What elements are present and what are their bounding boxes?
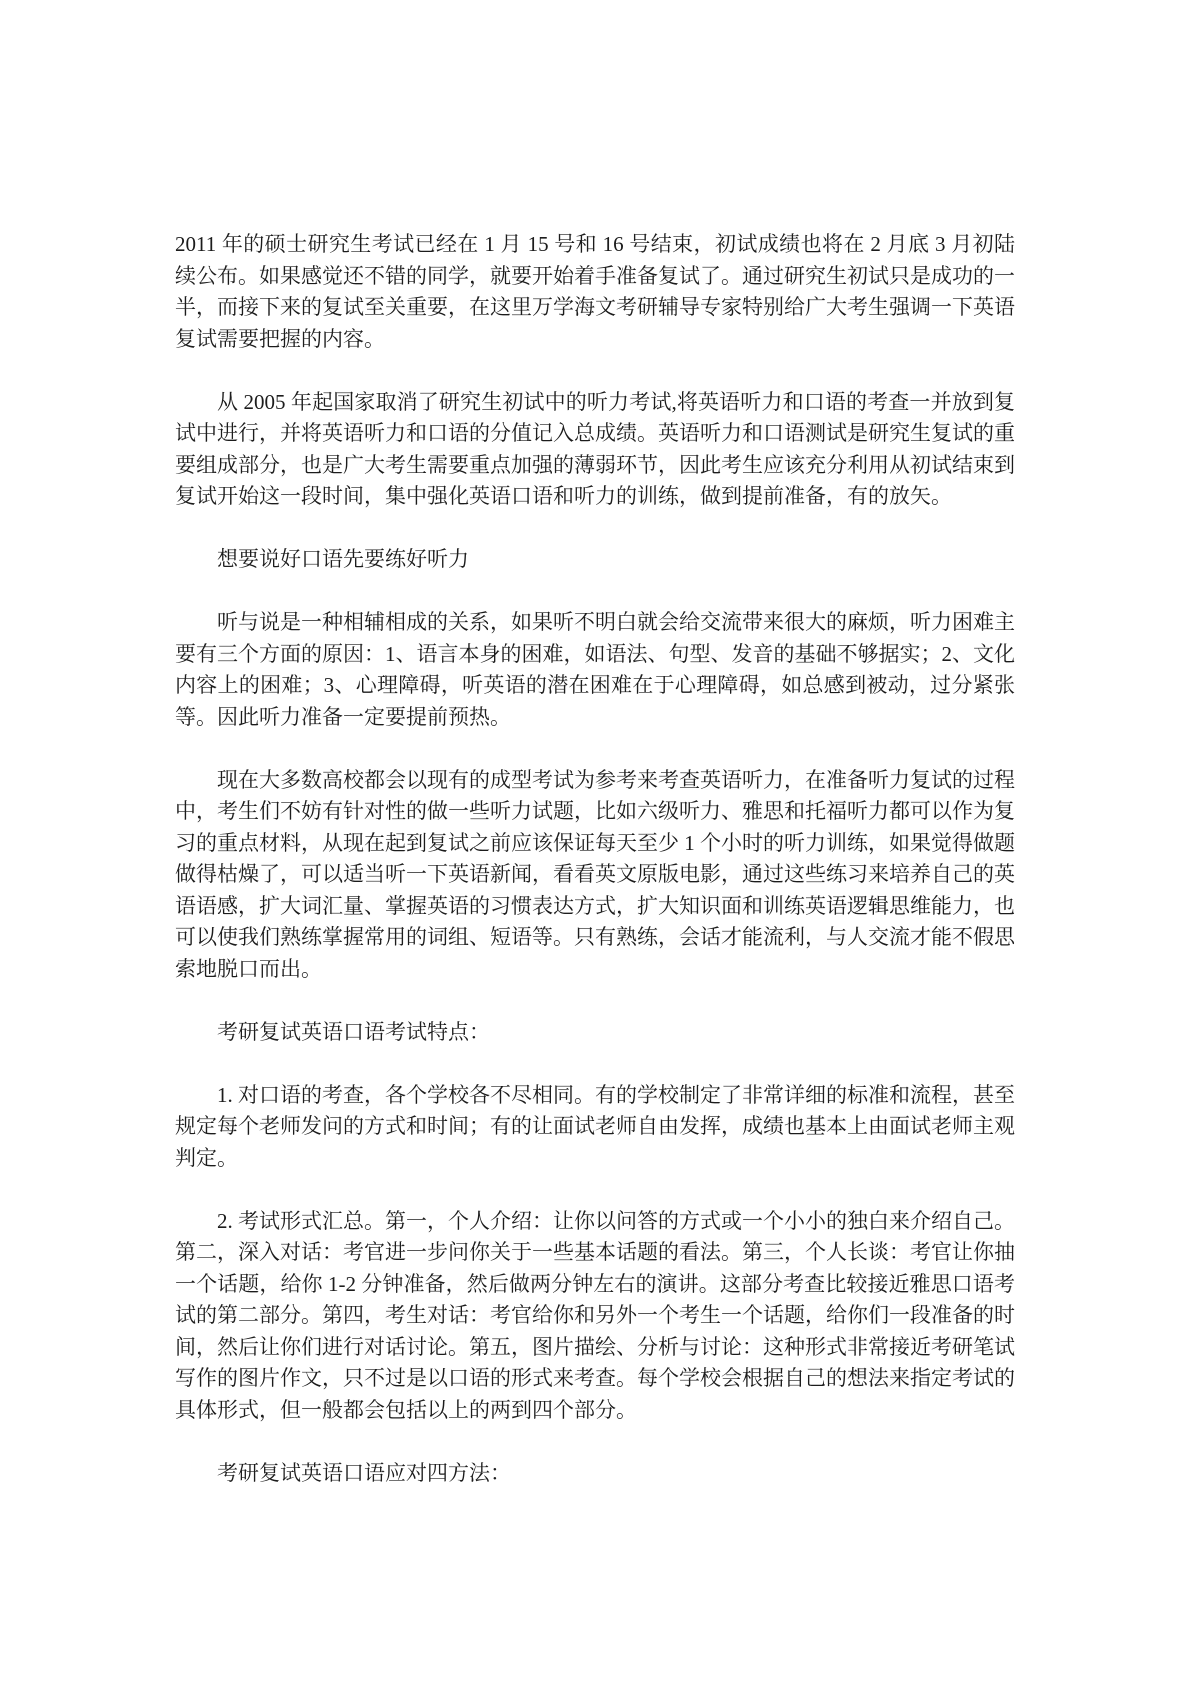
paragraph-listening-practice: 现在大多数高校都会以现有的成型考试为参考来考查英语听力，在准备听力复试的过程中，考生们不妨有针对性的做一些听力试题，比如六级听力、雅思和托福听力都可以作为复习的重点材料，从现在起到复试之前应该保证每天至少 1 个小时的听力训练，如果觉得做题做得枯燥了，可以适当听一下英语新闻，看看英文原版电影，通过这些练习来培养自己的英语语感，扩大词汇量、掌握英语的习惯表达方式，扩大知识面和训练英语逻辑思维能力，也可以使我们熟练掌握常用的词组、短语等。只有熟练，会话才能流利，与人交流才能不假思索地脱口而出。 — [175, 767, 1015, 981]
paragraph-feature-1: 1. 对口语的考查，各个学校各不尽相同。有的学校制定了非常详细的标准和流程，甚至规定每个老师发问的方式和时间；有的让面试老师自由发挥，成绩也基本上由面试老师主观判定。 — [175, 1082, 1015, 1170]
section-heading-listening: 想要说好口语先要练好听力 — [217, 547, 469, 571]
paragraph-2005-policy: 从 2005 年起国家取消了研究生初试中的听力考试,将英语听力和口语的考查一并放到复试中进行，并将英语听力和口语的分值记入总成绩。英语听力和口语测试是研究生复试的重要组成部分，也是广大考生需要重点加强的薄弱环节，因此考生应该充分利用从初试结束到复试开始这一段时间，集中强化英语口语和听力的训练，做到提前准备，有的放矢。 — [175, 389, 1015, 508]
article-text-block — [175, 229, 1015, 1521]
paragraph-feature-2: 2. 考试形式汇总。第一，个人介绍：让你以问答的方式或一个小小的独白来介绍自己。第二，深入对话：考官进一步问你关于一些基本话题的看法。第三，个人长谈：考官让你抽一个话题，给你 1-2 分钟准备，然后做两分钟左右的演讲。这部分考查比较接近雅思口语考试的第二部分。第四，考生对话：考官给你和另外一个考生一个话题，给你们一段准备的时间，然后让你们进行对话讨论。第五，图片描绘、分析与讨论：这种形式非常接近考研笔试写作的图片作文，只不过是以口语的形式来考查。每个学校会根据自己的想法来指定考试的具体形式，但一般都会包括以上的两到四个部分。 — [175, 1208, 1015, 1422]
paragraph-intro: 2011 年的硕士研究生考试已经在 1 月 15 号和 16 号结束，初试成绩也将在 2 月底 3 月初陆续公布。如果感觉还不错的同学，就要开始着手准备复试了。通过研究生初试只是成功的一半，而接下来的复试至关重要，在这里万学海文考研辅导专家特别给广大考生强调一下英语复试需要把握的内容。 — [175, 232, 1015, 351]
section-heading-oral-exam-features: 考研复试英语口语考试特点： — [217, 1019, 490, 1044]
paragraph-listening-difficulties: 听与说是一种相辅相成的关系，如果听不明白就会给交流带来很大的麻烦，听力困难主要有三个方面的原因：1、语言本身的困难，如语法、句型、发音的基础不够据实；2、文化内容上的困难；3、心理障碍，听英语的潜在困难在于心理障碍，如总感到被动，过分紧张等。因此听力准备一定要提前预热。 — [175, 610, 1015, 729]
section-heading-four-methods: 考研复试英语口语应对四方法： — [217, 1460, 511, 1485]
